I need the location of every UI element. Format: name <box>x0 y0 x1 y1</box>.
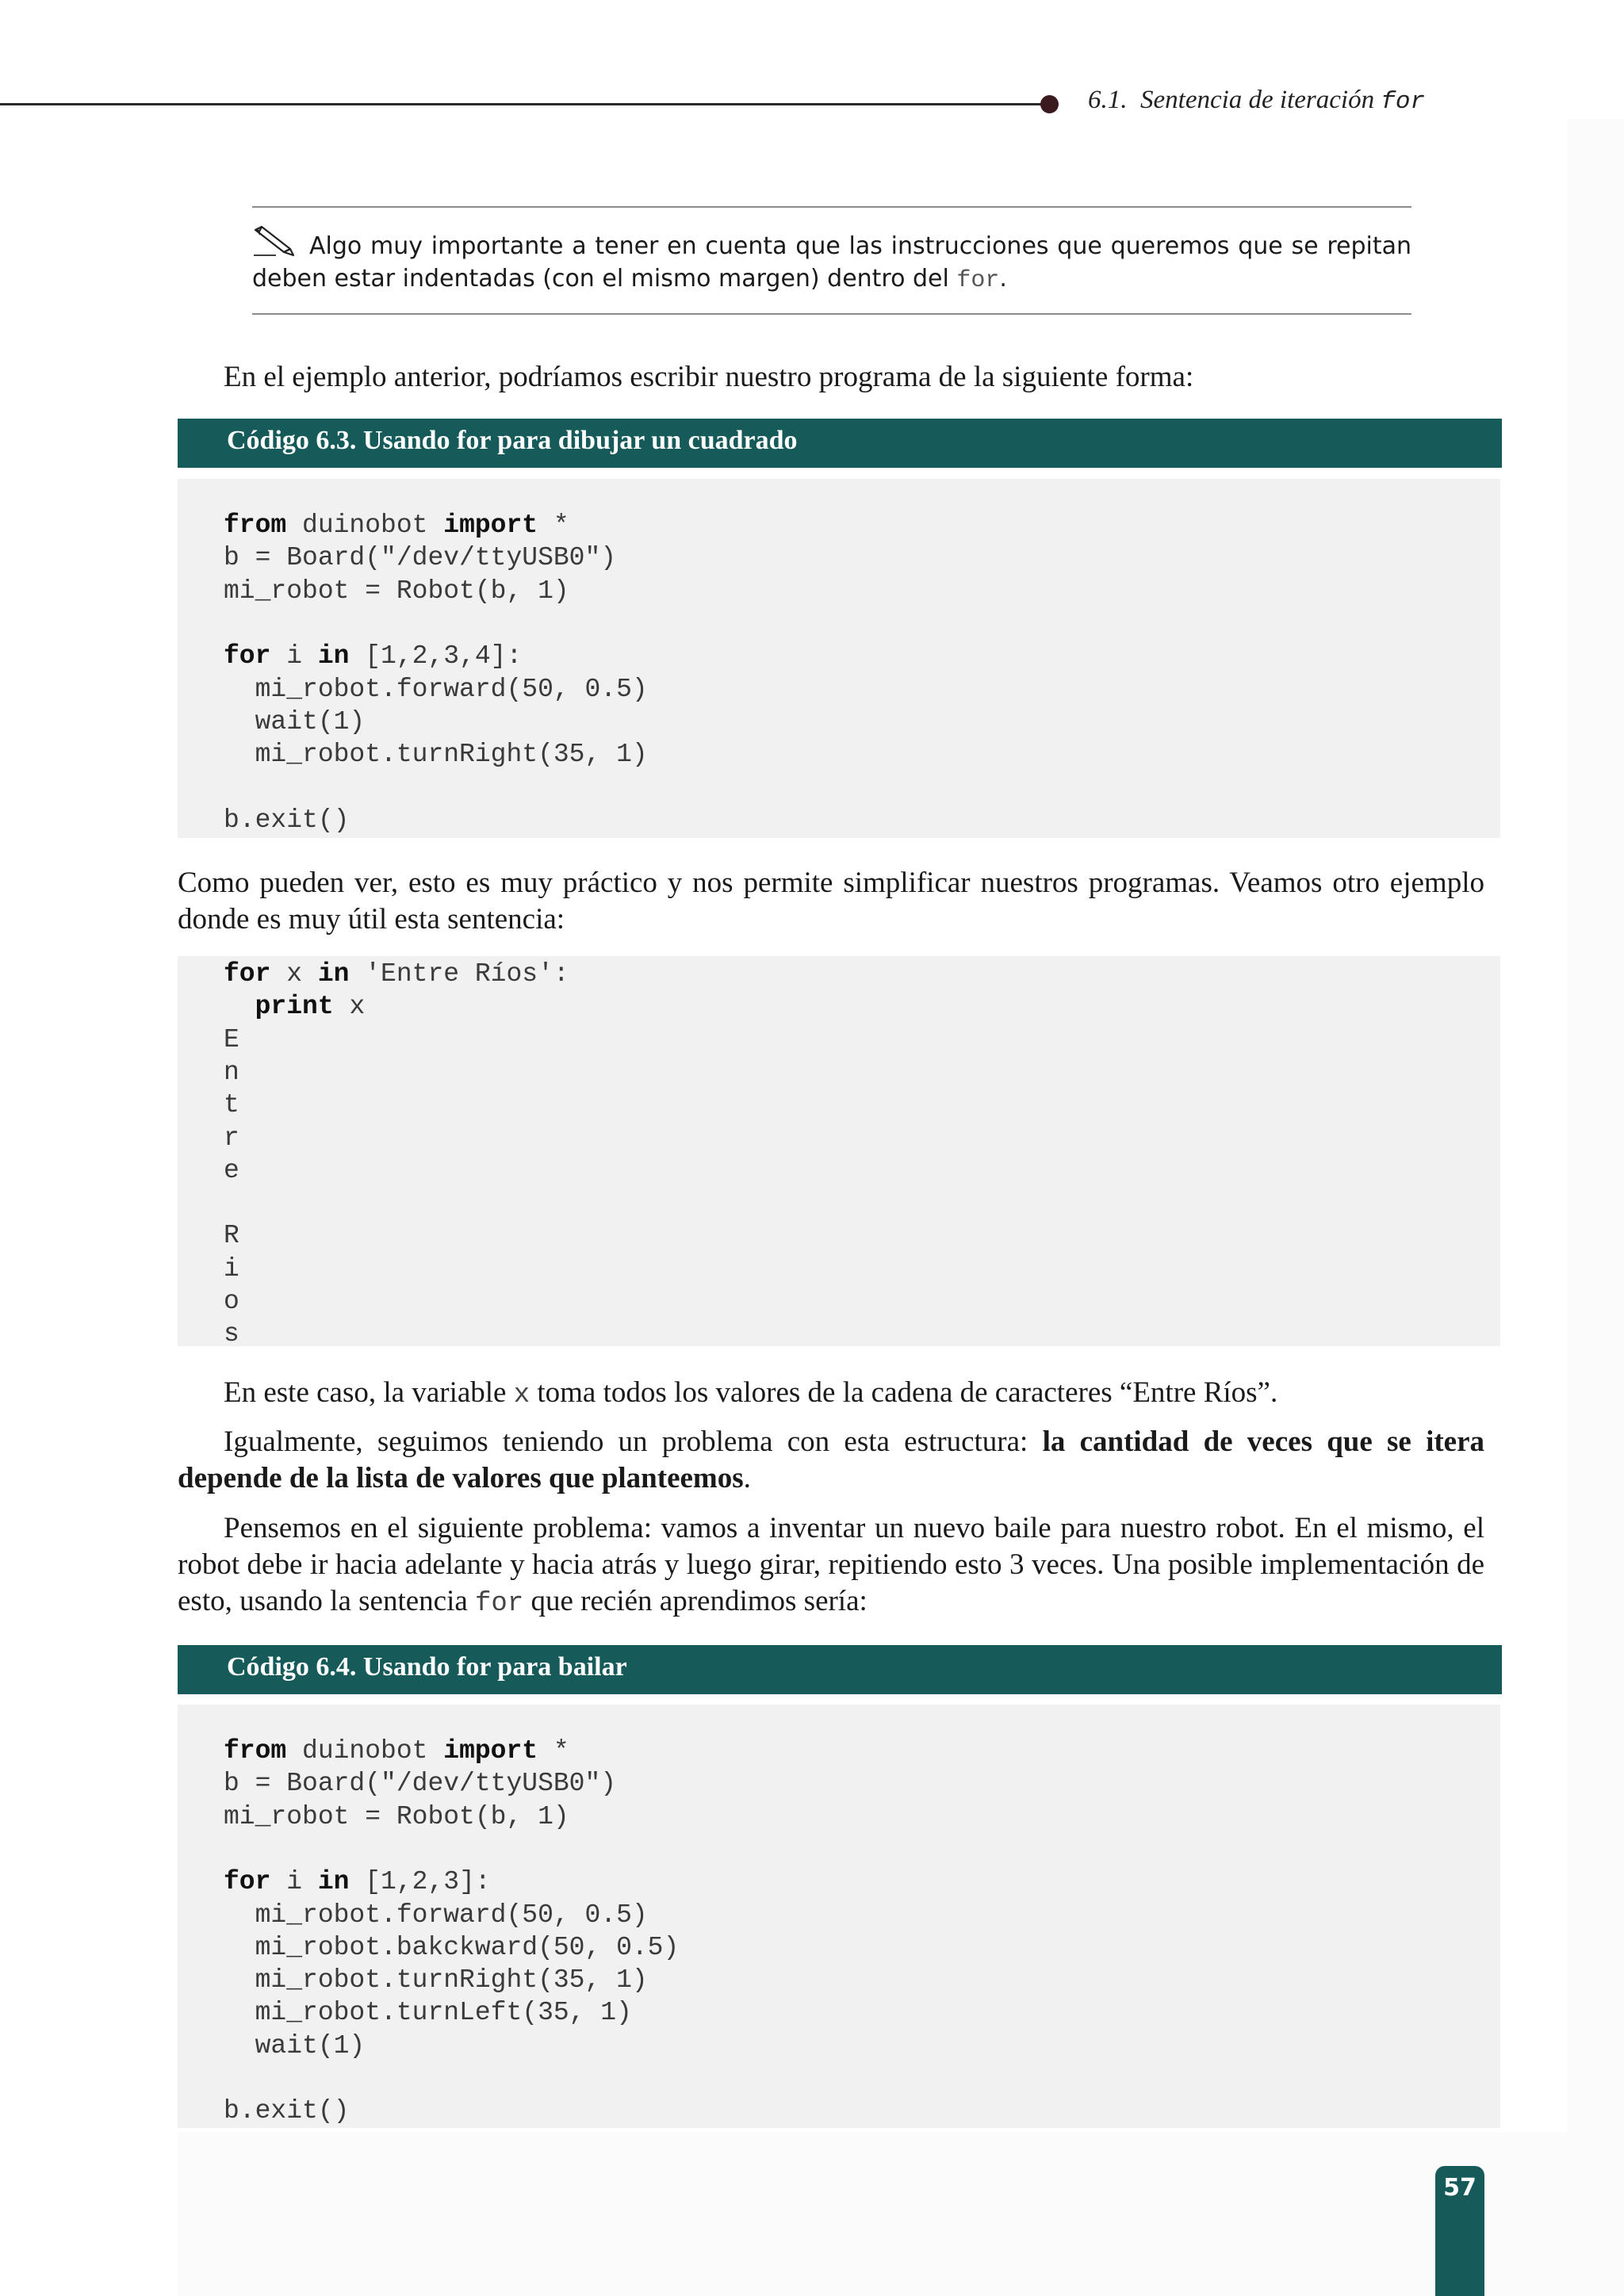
paragraph-variable <box>178 1375 1484 1414</box>
code-line: r <box>224 1123 239 1153</box>
code-line: mi_robot.bakckward(50, 0.5) <box>224 1932 680 1962</box>
p5-keyword: for <box>475 1589 524 1619</box>
header-bullet-icon <box>1040 95 1059 113</box>
code-line: for i in [1,2,3]: <box>224 1867 491 1897</box>
code-line: e <box>224 1155 239 1185</box>
paragraph-intro: En el ejemplo anterior, podríamos escribir nuestro programa de la siguiente forma: <box>224 361 1194 393</box>
code-line: from duinobot import * <box>224 511 569 540</box>
code-line: b.exit() <box>224 2096 350 2126</box>
note-box <box>252 206 1411 315</box>
code-line: wait(1) <box>224 706 366 737</box>
header-section-number: 6.1. <box>1088 86 1128 114</box>
code-line: mi_robot.turnRight(35, 1) <box>224 740 648 770</box>
listing-title: Código 6.4. Usando for para bailar <box>227 1652 627 1682</box>
code-line: print x <box>255 992 366 1022</box>
paragraph-dance <box>178 1510 1484 1622</box>
header-rule <box>0 103 1048 105</box>
p3-var: x <box>513 1380 530 1410</box>
code-line: for i in [1,2,3,4]: <box>224 641 523 672</box>
code-line: o <box>224 1287 239 1316</box>
note-keyword: for <box>956 267 1000 294</box>
code-line: mi_robot.turnLeft(35, 1) <box>224 1998 632 2028</box>
code-line: E <box>224 1024 239 1054</box>
code-line: mi_robot.forward(50, 0.5) <box>224 1900 648 1930</box>
code-line: n <box>224 1057 239 1087</box>
code-block-listing-1 <box>178 479 1500 838</box>
code-line: mi_robot = Robot(b, 1) <box>224 1801 569 1831</box>
code-keyword: in <box>317 1867 350 1897</box>
code-line: mi_robot = Robot(b, 1) <box>224 576 569 606</box>
code-keyword: for <box>224 959 271 989</box>
p4-bold: la cantidad de veces que se itera depende de la lista de valores que planteemos <box>178 1425 1485 1494</box>
code-block-example <box>178 956 1500 1349</box>
note-body: Algo muy importante a tener en cuenta que las instrucciones que queremos que se repitan deben estar indentadas (con el mismo margen) dentro del <box>252 232 1411 293</box>
code-line: b = Board("/dev/ttyUSB0") <box>224 543 617 573</box>
paragraph-problem <box>178 1424 1484 1497</box>
listing-title-bar <box>178 419 1502 468</box>
code-keyword: in <box>317 959 350 989</box>
running-header <box>1088 86 1425 116</box>
page-number-tab <box>1435 2166 1484 2296</box>
page-shade-right <box>1567 119 1624 2296</box>
code-line: i <box>224 1253 239 1284</box>
note-text <box>252 225 1411 297</box>
p4-end: . <box>743 1462 751 1494</box>
code-line: b.exit() <box>224 805 350 835</box>
p4-pre: Igualmente, seguimos teniendo un problema con esta estructura: <box>224 1425 1028 1458</box>
code-keyword: in <box>317 641 350 672</box>
listing-title-bar <box>178 1645 1502 1694</box>
code-line: s <box>224 1319 239 1349</box>
code-keyword: from <box>224 1736 287 1766</box>
code-line: mi_robot.turnRight(35, 1) <box>224 1965 648 1996</box>
p3-pre: En este caso, la variable <box>224 1376 507 1409</box>
code-line: R <box>224 1221 239 1251</box>
header-section-title: Sentencia de iteración <box>1140 86 1375 114</box>
code-line: b = Board("/dev/ttyUSB0") <box>224 1769 617 1799</box>
code-line: t <box>224 1090 239 1120</box>
p3-post: toma todos los valores de la cadena de caracteres “Entre Ríos”. <box>537 1376 1278 1409</box>
code-line: for x in 'Entre Ríos': <box>224 959 569 989</box>
header-section-keyword: for <box>1381 88 1426 116</box>
code-block-listing-2 <box>178 1705 1500 2128</box>
code-line: mi_robot.forward(50, 0.5) <box>224 674 648 704</box>
code-keyword: for <box>224 1867 271 1897</box>
paragraph-practical: Como pueden ver, esto es muy práctico y nos permite simplificar nuestros programas. Veamos otro ejemplo donde es muy útil esta sentencia: <box>178 867 1484 936</box>
code-keyword: import <box>443 511 538 540</box>
listing-title: Código 6.3. Usando for para dibujar un cuadrado <box>227 426 798 455</box>
code-keyword: for <box>224 641 271 672</box>
code-keyword: print <box>255 992 334 1022</box>
code-line: wait(1) <box>224 2030 366 2061</box>
code-keyword: import <box>443 1736 538 1766</box>
pencil-icon <box>252 225 295 257</box>
note-end: . <box>999 265 1007 293</box>
page-number: 57 <box>1443 2174 1477 2202</box>
code-keyword: from <box>224 511 287 540</box>
p5-post: que recién aprendimos sería: <box>530 1585 868 1617</box>
code-line: from duinobot import * <box>224 1736 569 1766</box>
page-shade-bottom <box>178 2133 1624 2296</box>
p5-pre: Pensemos en el siguiente problema: vamos a inventar un nuevo baile para nuestro robot. En el mismo, el robot debe ir hacia adelante y hacia atrás y luego girar, repitiendo esto 3 veces. Una posible implementación de esto, usando la sentencia <box>178 1512 1484 1617</box>
